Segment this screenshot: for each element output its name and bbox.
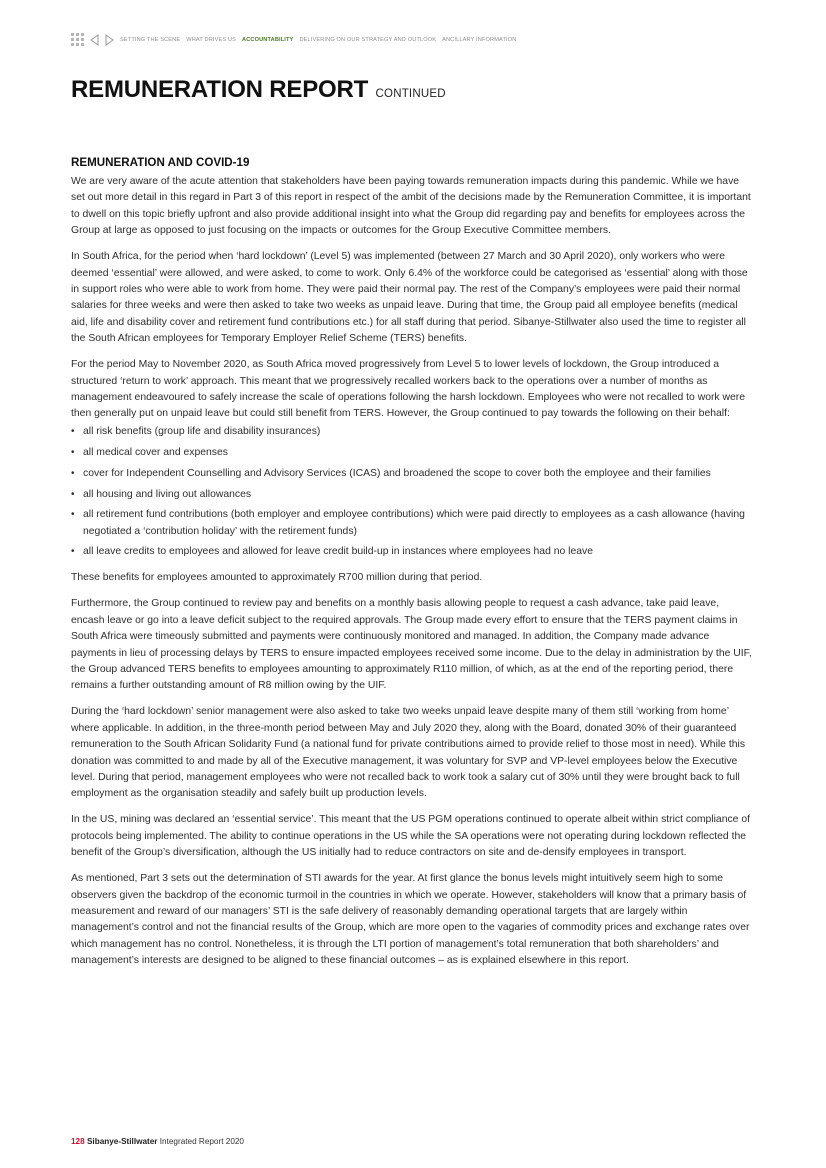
paragraph: As mentioned, Part 3 sets out the determination of STI awards for the year. At first glance the bonus levels might intuitively seem high to some observers given the backdrop of the economic turmoil in the countries in which we operate. However, stakeholders will know that a primary basis of measurement and reward of our managers’ STI is the safe delivery of reasonably demanding operational targets that are largely within management’s control and not the financial results of the Group, which are more open to the vagaries of commodity prices and exchange rates over which management has no control. Nonetheless, it is through the LTI portion of management’s total remuneration that both shareholders’ and management’s interests are designed to be aligned to these financial outcomes – as is explained elsewhere in this report. — [71, 873, 750, 967]
list-item-text: all medical cover and expenses — [83, 447, 228, 459]
bullet-icon: • — [71, 426, 75, 438]
company-name: Sibanye-Stillwater — [86, 1137, 158, 1146]
list-item-text: all leave credits to employees and allowed for leave credit build-up in instances where employees had no leave — [83, 546, 594, 558]
paragraph: For the period May to November 2020, as South Africa moved progressively from Level 5 to lower levels of lockdown, the Group introduced a structured ‘return to work’ approach. This meant that we progressively recalled workers back to the operations over a number of months as management endeavoured to safely increase the scale of operations following the harsh lockdown. Employees who were not recalled to work were then generally put on unpaid leave but could still benefit from TERS. However, the Group continued to pay towards the following on their behalf: — [71, 359, 746, 420]
nav-delivering-on-our-strategy[interactable]: DELIVERING ON OUR STRATEGY AND OUTLOOK — [299, 36, 437, 43]
paragraph: In the US, mining was declared an ‘essential service’. This meant that the US PGM operations continued to operate albeit within strict compliance of protocols being implemented. The ability to continue operations in the US while the SA operations were not operating during lockdown reflected the benefit of the Group’s diversification, although the US initially had to reduce contractors on site and de-densify employees in transport. — [71, 814, 751, 859]
grid-menu-icon[interactable] — [71, 33, 84, 46]
section-heading: REMUNERATION AND COVID-19 — [71, 156, 250, 169]
paragraph: During the ‘hard lockdown’ senior management were also asked to take two weeks unpaid leave despite many of them still ‘working from home’ where applicable. In addition, in the three-month period between May and July 2020 they, along with the Board, donated 30% of their guaranteed remuneration to the South African Solidarity Fund (a national fund for private contributions aimed to provide relief to those most in need). While this donation was committed to and made by all of the Executive management, it was voluntary for SVP and VP-level employees below the Executive level. During that period, management employees who were not recalled back to work took a salary cut of 30% until they were brought back to full employment as the organisation steadily and safely built up production levels. — [71, 706, 746, 800]
list-item-text: all retirement fund contributions (both employer and employee contributions) which were paid directly to employees as a cash allowance (having negotiated a ‘contribution holiday’ with the retirement funds) — [83, 509, 745, 537]
list-item — [71, 544, 755, 560]
top-navigation — [71, 33, 516, 46]
bullet-icon: • — [71, 546, 75, 558]
page-title: REMUNERATION REPORT — [71, 76, 369, 103]
paragraph: These benefits for employees amounted to approximately R700 million during that period. — [71, 572, 483, 584]
list-item — [71, 424, 755, 440]
nav-setting-the-scene[interactable]: SETTING THE SCENE — [120, 36, 181, 43]
nav-ancillary-information[interactable]: ANCILLARY INFORMATION — [442, 36, 517, 43]
bullet-icon: • — [71, 509, 75, 521]
nav-accountability[interactable]: ACCOUNTABILITY — [242, 36, 294, 43]
list-item — [71, 466, 755, 482]
list-item — [71, 507, 755, 540]
page-header — [71, 76, 446, 104]
previous-page-icon[interactable] — [90, 34, 99, 46]
list-item-text: all housing and living out allowances — [83, 488, 252, 500]
paragraph: Furthermore, the Group continued to review pay and benefits on a monthly basis allowing people to request a cash advance, take paid leave, encash leave or go into a leave deficit subject to the required approvals. The Group made every effort to ensure that the TERS payment claims in South Africa were timeously submitted and payments were continuously monitored and managed. In addition, the Company made advance payments in lieu of processing delays by TERS to ensure impacted employees received some income. Due to the delay in administration by the UIF, the Group advanced TERS benefits to employees amounting to approximately R110 million, of which, as at the end of the reporting period, there remains a further outstanding amount of R8 million owing by the UIF. — [71, 598, 752, 692]
main-content — [71, 155, 755, 979]
paragraph: In South Africa, for the period when ‘hard lockdown’ (Level 5) was implemented (between 27 March and 30 April 2020), only workers who were deemed ‘essential’ were allowed, and were asked, to come to work. Only 6.4% of the workforce could be categorised as ‘essential’ along with those in support roles who were able to work from home. They were paid their normal pay. The rest of the Company’s employees were paid their normal salaries for three weeks and were then asked to take two weeks as unpaid leave. During that time, the Group paid all employee benefits (medical aid, life and disability cover and retirement fund contributions etc.) for all staff during that period. Sibanye-Stillwater also used the time to register all the South African employees for Temporary Employer Relief Scheme (TERS) benefits. — [71, 251, 748, 345]
page-number: 128 — [71, 1137, 85, 1146]
list-item-text: all risk benefits (group life and disability insurances) — [83, 426, 321, 438]
list-item — [71, 445, 755, 461]
list-item-text: cover for Independent Counselling and Advisory Services (ICAS) and broadened the scope to cover both the employee and their families — [83, 467, 711, 479]
page-footer — [71, 1137, 244, 1146]
benefits-list — [71, 424, 755, 560]
page-subtitle: CONTINUED — [375, 88, 446, 100]
nav-what-drives-us[interactable]: WHAT DRIVES US — [186, 36, 237, 43]
report-name: Integrated Report 2020 — [159, 1137, 244, 1146]
bullet-icon: • — [71, 488, 75, 500]
next-page-icon[interactable] — [105, 34, 114, 46]
bullet-icon: • — [71, 447, 75, 459]
bullet-icon: • — [71, 467, 75, 479]
list-item — [71, 487, 755, 503]
paragraph: We are very aware of the acute attention that stakeholders have been paying towards remuneration impacts during this pandemic. While we have set out more detail in this regard in Part 3 of this report in respect of the ambit of the decisions made by the Remuneration Committee, it is important to dwell on this topic briefly upfront and also provide additional insight into what the Group did regarding pay and benefits for employees across the Group at large as opposed to just focusing on the impacts or outcomes for the Group Executive Committee members. — [71, 176, 751, 237]
